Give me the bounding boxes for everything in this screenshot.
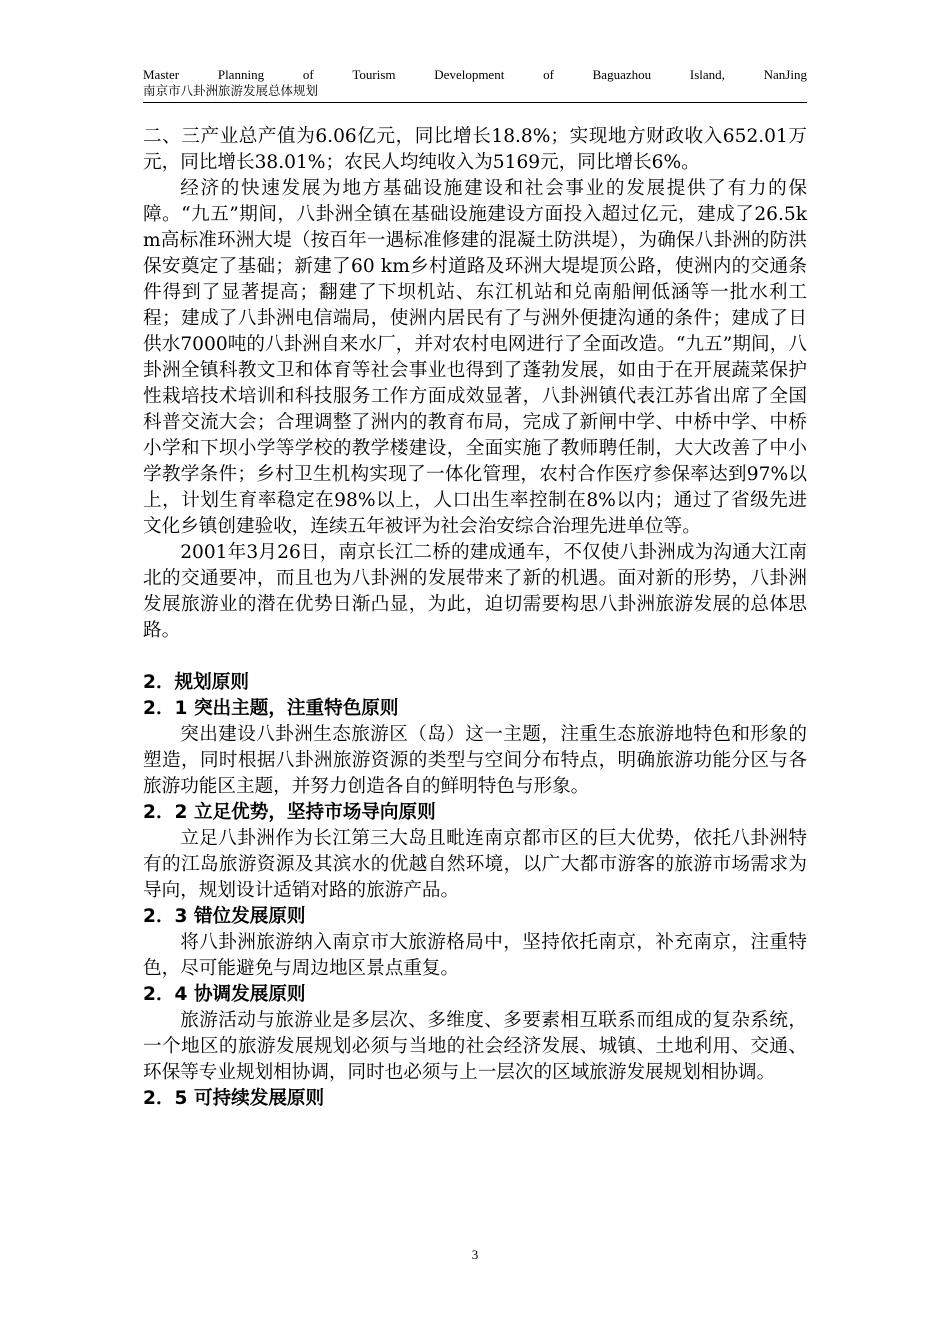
header-word: of: [543, 67, 554, 82]
paragraph-economy-stats: 二、三产业总产值为6.06亿元，同比增长18.8%；实现地方财政收入652.01万元，同比增长38.01%；农民人均纯收入为5169元，同比增长6%。: [143, 126, 807, 173]
subsection-text-2-3: 将八卦洲旅游纳入南京市大旅游格局中，坚持依托南京，补充南京，注重特色，尽可能避免与周边地区景点重复。: [143, 932, 807, 979]
header-divider: [143, 102, 807, 103]
page-header: [143, 66, 807, 99]
paragraph-spacer: [143, 644, 807, 670]
subsection-heading-2-1: 2．1 突出主题，注重特色原则: [143, 698, 399, 719]
document-body: [143, 124, 807, 1112]
subsection-heading-2-2: 2．2 立足优势，坚持市场导向原则: [143, 802, 436, 823]
header-word: Development: [434, 67, 505, 82]
subsection-heading-2-5: 2．5 可持续发展原则: [143, 1088, 325, 1109]
subsection-heading-2-3: 2．3 错位发展原则: [143, 906, 306, 927]
section-heading-planning-principles: 2．规划原则: [143, 672, 249, 693]
header-chinese-title: 南京市八卦洲旅游发展总体规划: [143, 83, 319, 98]
header-word: of: [302, 67, 314, 82]
page-number: 3: [471, 1247, 479, 1262]
paragraph-bridge-opportunity: 2001年3月26日，南京长江二桥的建成通车，不仅使八卦洲成为沟通大江南北的交通要冲，而且也为八卦洲的发展带来了新的机遇。面对新的形势，八卦洲发展旅游业的潜在优势日渐凸显，为此，迫切需要构思八卦洲旅游发展的总体思路。: [143, 542, 807, 641]
subsection-heading-2-4: 2．4 协调发展原则: [143, 984, 306, 1005]
header-english-title: [143, 66, 807, 83]
header-word: Island,: [689, 67, 725, 82]
header-word: Planning: [217, 67, 265, 82]
header-word: Master: [143, 67, 180, 82]
subsection-text-2-4: 旅游活动与旅游业是多层次、多维度、多要素相互联系而组成的复杂系统，一个地区的旅游发展规划必须与当地的社会经济发展、城镇、土地利用、交通、环保等专业规划相协调，同时也必须与上一层次的区域旅游发展规划相协调。: [143, 1010, 807, 1083]
subsection-text-2-2: 立足八卦洲作为长江第三大岛且毗连南京都市区的巨大优势，依托八卦洲特有的江岛旅游资源及其滨水的优越自然环境，以广大都市游客的旅游市场需求为导向，规划设计适销对路的旅游产品。: [143, 828, 807, 901]
header-word: Tourism: [352, 67, 396, 82]
subsection-text-2-1: 突出建设八卦洲生态旅游区（岛）这一主题，注重生态旅游地特色和形象的塑造，同时根据八卦洲旅游资源的类型与空间分布特点，明确旅游功能分区与各旅游功能区主题，并努力创造各自的鲜明特色与形象。: [143, 724, 807, 797]
header-word: Baguazhou: [592, 67, 652, 82]
paragraph-infrastructure: 经济的快速发展为地方基础设施建设和社会事业的发展提供了有力的保障。“九五”期间，八卦洲全镇在基础设施建设方面投入超过亿元，建成了26.5km高标准环洲大堤（按百年一遇标准修建的混凝土防洪堤），为确保八卦洲的防洪保安奠定了基础；新建了60 km乡村道路及环洲大堤堤顶公路，使洲内的交通条件得到了显著提高；翻建了下坝机站、东江机站和兑南船闸低涵等一批水利工程；建成了八卦洲电信端局，使洲内居民有了与洲外便捷沟通的条件；建成了日供水7000吨的八卦洲自来水厂，并对农村电网进行了全面改造。“九五”期间，八卦洲全镇科教文卫和体育等社会事业也得到了蓬勃发展，如由于在开展蔬菜保护性栽培技术培训和科技服务工作方面成效显著，八卦洲镇代表江苏省出席了全国科普交流大会；合理调整了洲内的教育布局，完成了新闸中学、中桥中学、中桥小学和下坝小学等学校的教学楼建设，全面实施了教师聘任制，大大改善了中小学教学条件；乡村卫生机构实现了一体化管理，农村合作医疗参保率达到97%以上，计划生育率稳定在98%以上，人口出生率控制在8%以内；通过了省级先进文化乡镇创建验收，连续五年被评为社会治安综合治理先进单位等。: [143, 178, 807, 537]
header-word: NanJing: [763, 67, 807, 82]
